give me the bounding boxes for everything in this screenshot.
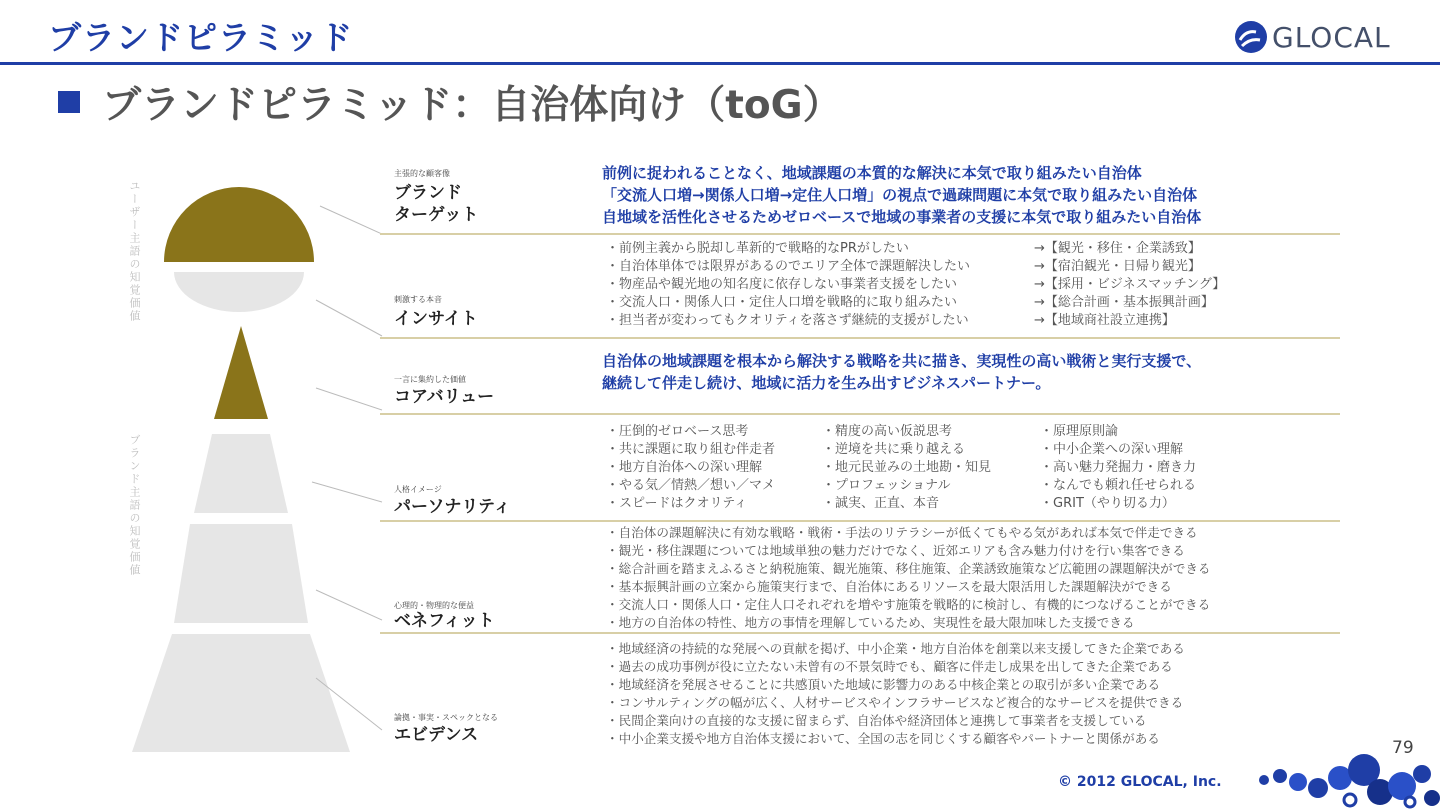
side-label-lower: ブランド主語の知覚価値 [128,434,141,577]
connector-insight [316,300,382,336]
insight-tag: →【観光・移住・企業誘致】 [1034,241,1201,256]
connector-target [320,206,382,234]
core-value-line: 自治体の地域課題を根本から解決する戦略を共に描き、実現性の高い戦術と実行支援で、 [602,352,1202,370]
core-value-line: 継続して伴走し続け、地域に活力を生み出すビジネスパートナー。 [602,374,1051,392]
separator-insight [380,337,1340,339]
personality-item: ・やる気／情熱／想い／マメ [606,478,776,493]
target-line: 自地域を活性化させるためゼロベースで地域の事業者の支援に本気で取り組みたい自治体 [602,208,1202,226]
target-line: 「交流人口増→関係人口増→定住人口増」の視点で過疎問題に本気で取り組みたい自治体 [602,186,1198,204]
insight-content [606,240,970,330]
level-core-value-caption: 一言に集約した価値 [394,375,466,384]
personality-item: ・プロフェッショナル [822,478,951,493]
insight-tag: →【宿泊観光・日帰り観光】 [1034,259,1201,274]
connector-personality [312,482,382,502]
insight-tags [1034,240,1225,330]
level-evidence-name: エビデンス [394,725,479,745]
level-evidence-caption: 論拠・事実・スペックとなる [394,713,498,722]
pyramid-evidence-shape [132,634,350,752]
level-insight-name: インサイト [394,309,478,329]
personality-item: ・地方自治体への深い理解 [606,460,763,475]
separator-benefit [380,632,1340,634]
connector-benefit [316,590,382,620]
benefit-row: ・自治体の課題解決に有効な戦略・戦術・手法のリテラシーが低くてもやる気があれば本気で伴走できる [606,525,1198,540]
decorative-bubbles-graphic [1250,748,1440,810]
connector-core-value [316,388,382,410]
target-line: 前例に捉われることなく、地域課題の本質的な解決に本気で取り組みたい自治体 [602,164,1142,182]
level-personality-caption: 人格イメージ [394,485,442,494]
level-insight-caption: 刺激する本音 [394,295,442,304]
personality-col-1 [606,423,775,513]
personality-item: ・スピードはクオリティ [606,496,748,511]
pyramid-personality-shape [194,434,288,513]
personality-item: ・中小企業への深い理解 [1040,442,1184,457]
insight-row: ・自治体単体では限界があるのでエリア全体で課題解決したい [606,259,971,274]
header-divider [0,62,1440,65]
title-bullet-icon [58,91,80,113]
evidence-row: ・過去の成功事例が役に立たない未曾有の不景気時でも、顧客に伴走し成果を出してきた企業である [606,659,1173,674]
insight-tag: →【総合計画・基本振興計画】 [1034,295,1214,310]
separator-target [380,233,1340,235]
header-title: ブランドピラミッド [48,18,354,57]
personality-item: ・誠実、正直、本音 [822,496,940,511]
evidence-row: ・民間企業向けの直接的な支援に留まらず、自治体や経済団体と連携して事業者を支援している [606,713,1147,728]
personality-item: ・なんでも頼れ任せられる [1040,478,1197,493]
personality-item: ・地元民並みの土地勘・知見 [822,460,992,475]
personality-item: ・精度の高い仮説思考 [822,424,953,439]
page-number: 79 [1392,738,1414,758]
level-benefit-caption: 心理的・物理的な便益 [394,601,474,610]
insight-tag: →【採用・ビジネスマッチング】 [1034,277,1226,292]
glocal-logo [1234,20,1391,54]
insight-row: ・前例主義から脱却し革新的で戦略的なPRがしたい [606,241,909,256]
level-benefit-name: ベネフィット [394,611,495,631]
core-value-content [602,350,1201,394]
benefit-row: ・地方の自治体の特性、地方の事情を理解しているため、実現性を最大限加味した支援できる [606,615,1135,630]
level-personality-name: パーソナリティ [394,497,511,517]
insight-row: ・交流人口・関係人口・定住人口増を戦略的に取り組みたい [606,295,958,310]
evidence-row: ・地域経済の持続的な発展への貢献を掲げ、中小企業・地方自治体を創業以来支援してきた企業である [606,641,1185,656]
copyright-text: © 2012 GLOCAL, Inc. [1058,774,1222,790]
level-target-caption: 主張的な顧客像 [394,169,450,178]
personality-item: ・逆境を共に乗り越える [822,442,966,457]
benefit-content [606,524,1211,632]
pyramid-core-value-shape [214,326,268,419]
target-content [602,162,1201,228]
personality-item: ・圧倒的ゼロベース思考 [606,424,749,439]
brand-pyramid [120,160,420,760]
benefit-row: ・交流人口・関係人口・定住人口それぞれを増やす施策を戦略的に検討し、有機的につなげることができる [606,597,1211,612]
insight-tag: →【地域商社設立連携】 [1034,313,1175,328]
benefit-row: ・基本振興計画の立案から施策実行まで、自治体にあるリソースを最大限活用した課題解決ができる [606,579,1172,594]
level-core-value-name: コアバリュー [394,387,495,407]
personality-item: ・原理原則論 [1040,424,1119,439]
evidence-content [606,640,1185,748]
personality-item: ・共に課題に取り組む伴走者 [606,442,776,457]
glocal-logo-icon [1234,20,1268,54]
insight-row: ・担当者が変わってもクオリティを落さず継続的支援がしたい [606,313,969,328]
pyramid-target-shape [164,187,314,262]
personality-item: ・GRIT（やり切る力） [1040,496,1175,511]
separator-core-value [380,413,1340,415]
level-target-name: ブランド ターゲット [394,183,479,225]
logo-text: GLOCAL [1272,20,1391,54]
side-label-upper: ユーザー主語の知覚価値 [128,180,141,323]
slide-title [58,74,842,130]
slide-title-text: ブランドピラミッド：自治体向け（toG） [102,83,842,128]
evidence-row: ・中小企業支援や地方自治体支援において、全国の志を同じくする顧客やパートナーと関係がある [606,731,1160,746]
pyramid-insight-shape [174,272,304,312]
pyramid-benefit-shape [174,524,308,623]
evidence-row: ・地域経済を発展させることに共感頂いた地域に影響力のある中核企業との取引が多い企業である [606,677,1161,692]
personality-item: ・高い魅力発掘力・磨き力 [1040,460,1197,475]
insight-row: ・物産品や観光地の知名度に依存しない事業者支援をしたい [606,277,958,292]
personality-col-2 [822,423,991,513]
benefit-row: ・総合計画を踏まえふるさと納税施策、観光施策、移住施策、企業誘致施策など広範囲の課題解決ができる [606,561,1211,576]
evidence-row: ・コンサルティングの幅が広く、人材サービスやインフラサービスなど複合的なサービスを提供できる [606,695,1184,710]
benefit-row: ・観光・移住課題については地域単独の魅力だけでなく、近郊エリアも含み魅力付けを行い集客できる [606,543,1185,558]
personality-col-3 [1040,423,1196,513]
separator-personality [380,520,1340,522]
